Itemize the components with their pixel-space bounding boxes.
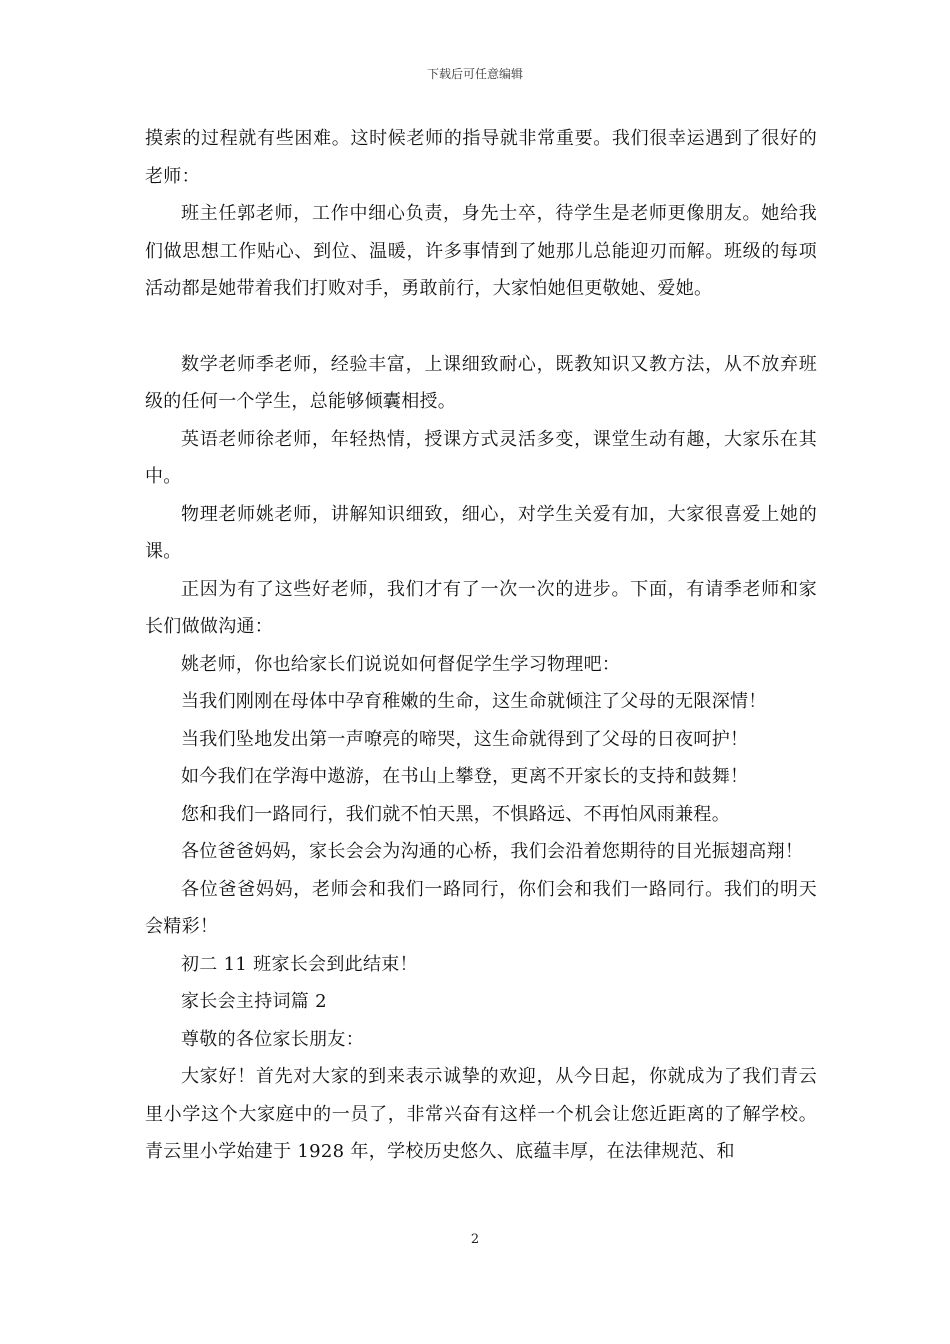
salutation: 尊敬的各位家长朋友： [181, 1028, 364, 1050]
paragraph: 数学老师季老师，经验丰富，上课细致耐心，既教知识又教方法，从不放弃班级的任何一个学生，总能够倾囊相授。 [145, 353, 817, 412]
paragraph: 摸索的过程就有些困难。这时候老师的指导就非常重要。我们很幸运遇到了很好的老师： [145, 128, 817, 187]
paragraph: 物理老师姚老师，讲解知识细致，细心，对学生关爱有加，大家很喜爱上她的课。 [145, 503, 817, 562]
paragraph: 当我们坠地发出第一声嘹亮的啼哭，这生命就得到了父母的日夜呵护！ [181, 728, 749, 750]
paragraph: 您和我们一路同行，我们就不怕天黑，不惧路远、不再怕风雨兼程。 [181, 803, 730, 825]
document-body [145, 120, 817, 1171]
paragraph: 班主任郭老师，工作中细心负责，身先士卒，待学生是老师更像朋友。她给我们做思想工作贴心、到位、温暖，许多事情到了她那儿总能迎刃而解。班级的每项活动都是她带着我们打败对手，勇敢前行，大家怕她但更敬她、爱她。 [145, 203, 817, 299]
paragraph: 英语老师徐老师，年轻热情，授课方式灵活多变，课堂生动有趣，大家乐在其中。 [145, 428, 817, 487]
paragraph: 正因为有了这些好老师，我们才有了一次一次的进步。下面，有请季老师和家长们做做沟通： [145, 578, 817, 637]
blank-line [145, 308, 817, 346]
page-header: 下载后可任意编辑 [426, 67, 523, 81]
section-heading: 家长会主持词篇 2 [181, 991, 327, 1012]
paragraph: 各位爸爸妈妈，家长会会为沟通的心桥，我们会沿着您期待的目光振翅高翔！ [181, 841, 804, 862]
paragraph: 大家好！首先对大家的到来表示诚挚的欢迎，从今日起，你就成为了我们青云里小学这个大家庭中的一员了，非常兴奋有这样一个机会让您近距离的了解学校。青云里小学始建于 1928 年，学校历史悠久、底蕴丰厚，在法律规范、和 [145, 1066, 817, 1162]
page-number: 2 [470, 1232, 480, 1247]
paragraph: 各位爸爸妈妈，老师会和我们一路同行，你们会和我们一路同行。我们的明天会精彩！ [145, 878, 817, 937]
paragraph: 如今我们在学海中遨游，在书山上攀登，更离不开家长的支持和鼓舞！ [181, 766, 749, 787]
paragraph: 当我们刚刚在母体中孕育稚嫩的生命，这生命就倾注了父母的无限深情！ [181, 691, 767, 712]
paragraph: 初二 11 班家长会到此结束！ [181, 953, 418, 975]
paragraph: 姚老师，你也给家长们说说如何督促学生学习物理吧： [181, 653, 621, 675]
